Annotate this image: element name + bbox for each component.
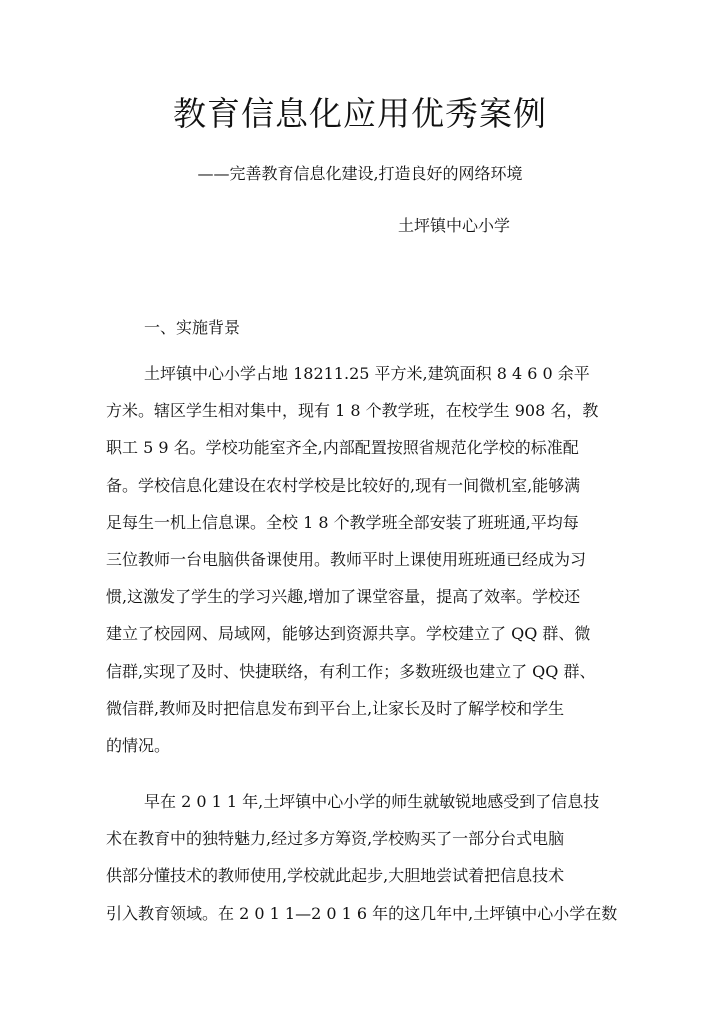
paragraph-line: 三位教师一台电脑供备课使用。教师平时上课使用班班通已经成为习 [106, 549, 587, 569]
paragraph-line: 土坪镇中心小学占地 18211.25 平方米,建筑面积 8 4 6 0 余平 [144, 364, 590, 383]
paragraph-background [106, 362, 626, 771]
paragraph-line: 惯,这激发了学生的学习兴趣,增加了课堂容量，提高了效率。学校还 [106, 587, 581, 607]
document-title: 教育信息化应用优秀案例 [173, 94, 547, 133]
paragraph-line: 引入教育领域。在 2 0 1 1—2 0 1 6 年的这几年中,土坪镇中心小学在数 [106, 903, 618, 923]
paragraph-line: 信群,实现了及时、快捷联络，有利工作；多数班级也建立了 QQ 群、 [106, 661, 596, 681]
document-subtitle: ——完善教育信息化建设,打造良好的网络环境 [197, 164, 523, 183]
paragraph-line: 早在 2 0 1 1 年,土坪镇中心小学的师生就敏锐地感受到了信息技 [144, 792, 600, 811]
paragraph-history [106, 790, 626, 939]
paragraph-line: 的情况。 [106, 735, 171, 755]
section-heading: 一、实施背景 [144, 318, 241, 337]
school-name: 土坪镇中心小学 [398, 216, 511, 235]
paragraph-line: 方米。辖区学生相对集中，现有 1 8 个教学班，在校学生 908 名，教 [106, 401, 599, 421]
paragraph-line: 足每生一机上信息课。全校 1 8 个教学班全部安装了班班通,平均每 [106, 512, 579, 532]
paragraph-line: 供部分懂技术的教师使用,学校就此起步,大胆地尝试着把信息技术 [106, 866, 565, 886]
paragraph-line: 职工 5 9 名。学校功能室齐全,内部配置按照省规范化学校的标准配 [106, 438, 579, 458]
paragraph-line: 术在教育中的独特魅力,经过多方筹资,学校购买了一部分台式电脑 [106, 829, 565, 849]
paragraph-line: 微信群,教师及时把信息发布到平台上,让家长及时了解学校和学生 [106, 698, 565, 718]
paragraph-line: 建立了校园网、局域网，能够达到资源共享。学校建立了 QQ 群、微 [106, 624, 591, 644]
paragraph-line: 备。学校信息化建设在农村学校是比较好的,现有一间微机室,能够满 [106, 475, 581, 495]
